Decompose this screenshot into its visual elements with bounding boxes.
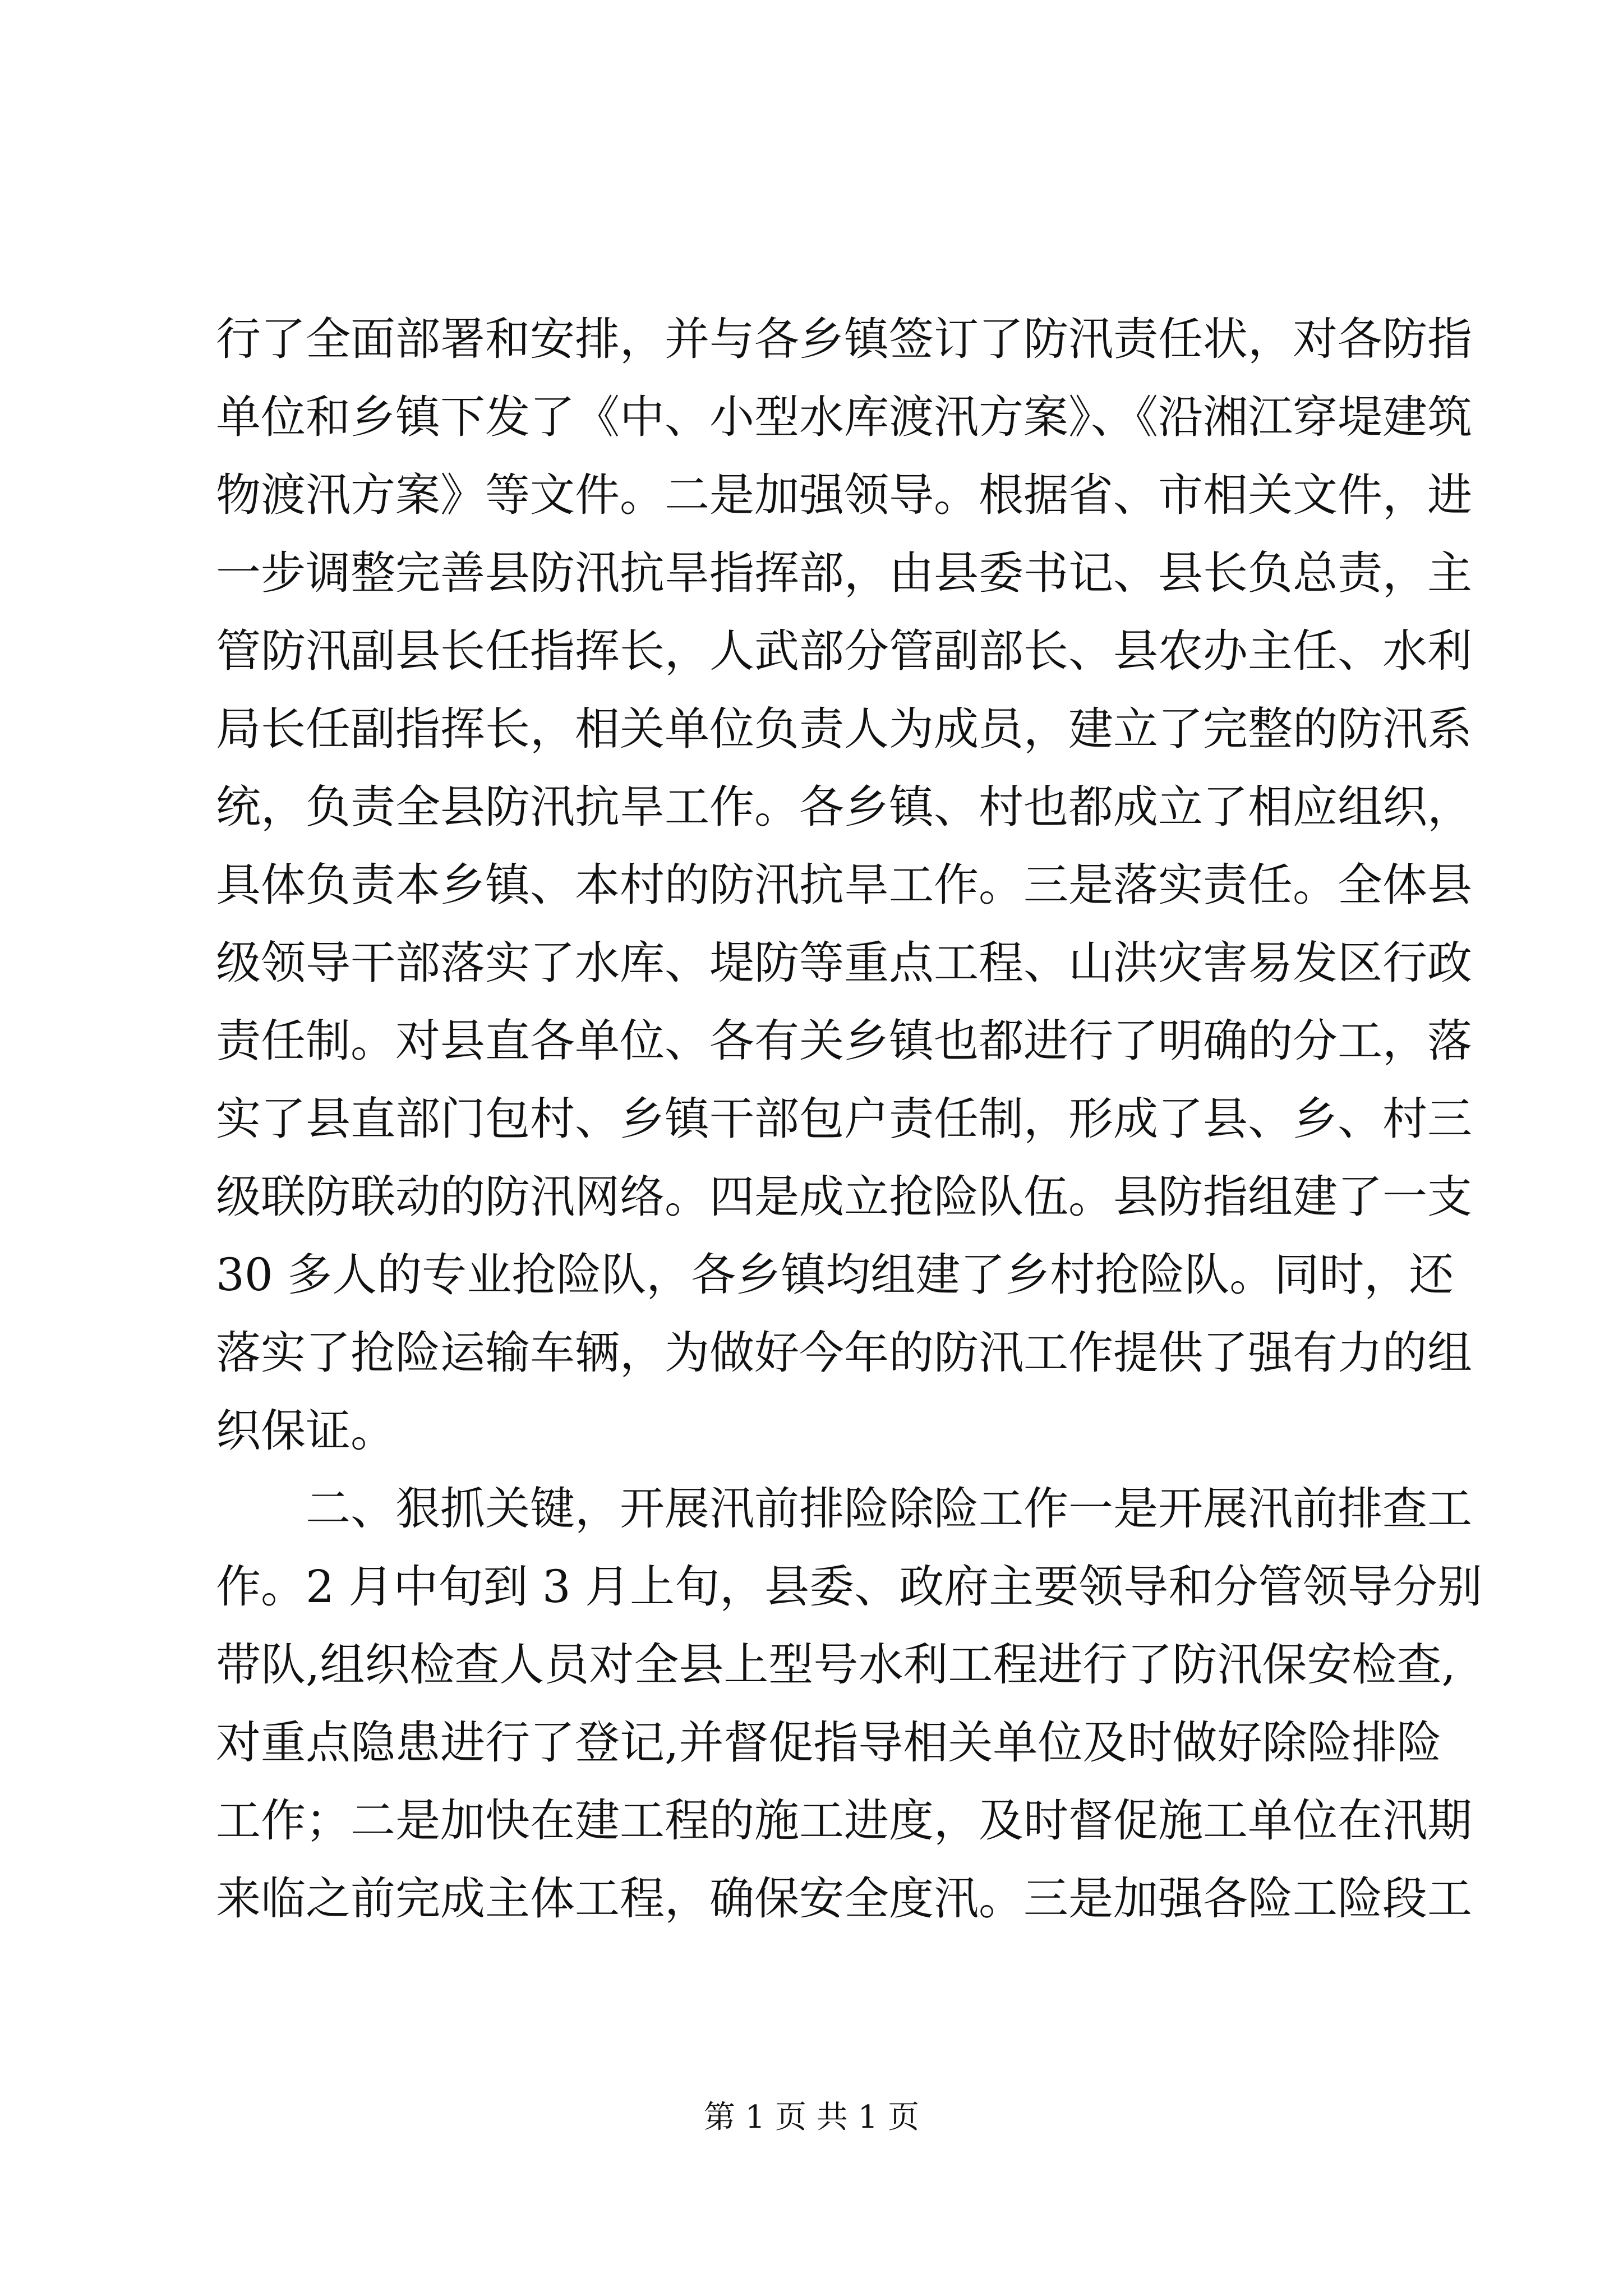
paragraph-1-line: 级领导干部落实了水库、堤防等重点工程、山洪灾害易发区行政	[216, 937, 1472, 989]
paragraph-1-line: 行了全面部署和安排，并与各乡镇签订了防汛责任状，对各防指	[216, 313, 1472, 365]
paragraph-2-line: 二、狠抓关键，开展汛前排险除险工作一是开展汛前排查工	[306, 1483, 1472, 1535]
paragraph-1-line: 实了县直部门包村、乡镇干部包户责任制，形成了县、乡、村三	[216, 1093, 1472, 1145]
paragraph-1-line: 局长任副指挥长，相关单位负责人为成员，建立了完整的防汛系	[216, 703, 1472, 755]
document-body	[216, 300, 1483, 1938]
page-footer	[0, 2098, 1623, 2137]
paragraph-2-line: 带队,组织检查人员对全县上型号水利工程进行了防汛保安检查,	[216, 1639, 1456, 1691]
paragraph-2-line: 对重点隐患进行了登记,并督促指导相关单位及时做好除险排险	[216, 1717, 1442, 1769]
paragraph-2-line: 工作；二是加快在建工程的施工进度，及时督促施工单位在汛期	[216, 1795, 1472, 1847]
paragraph-1-line: 单位和乡镇下发了《中、小型水库渡汛方案》、《沿湘江穿堤建筑	[216, 391, 1472, 443]
paragraph-1-line: 一步调整完善县防汛抗旱指挥部，由县委书记、县长负总责，主	[216, 547, 1472, 599]
paragraph-1-line: 责任制。对县直各单位、各有关乡镇也都进行了明确的分工，落	[216, 1015, 1472, 1067]
paragraph-1-line: 管防汛副县长任指挥长，人武部分管副部长、县农办主任、水利	[216, 625, 1472, 677]
paragraph-1-line: 级联防联动的防汛网络。四是成立抢险队伍。县防指组建了一支	[216, 1171, 1472, 1223]
page-number-label: 第 1 页 共 1 页	[703, 2099, 920, 2136]
paragraph-2-line: 来临之前完成主体工程，确保安全度汛。三是加强各险工险段工	[216, 1872, 1472, 1925]
paragraph-1-line: 物渡汛方案》等文件。二是加强领导。根据省、市相关文件，进	[216, 469, 1472, 521]
paragraph-1-line: 具体负责本乡镇、本村的防汛抗旱工作。三是落实责任。全体县	[216, 859, 1472, 911]
paragraph-1-line: 织保证。	[216, 1405, 395, 1457]
paragraph-1-line: 统，负责全县防汛抗旱工作。各乡镇、村也都成立了相应组织，	[216, 781, 1472, 833]
paragraph-1-line: 30 多人的专业抢险队，各乡镇均组建了乡村抢险队。同时，还	[216, 1249, 1454, 1301]
paragraph-2-line: 作。2 月中旬到 3 月上旬，县委、政府主要领导和分管领导分别	[216, 1561, 1483, 1613]
paragraph-1-line: 落实了抢险运输车辆，为做好今年的防汛工作提供了强有力的组	[216, 1327, 1472, 1379]
